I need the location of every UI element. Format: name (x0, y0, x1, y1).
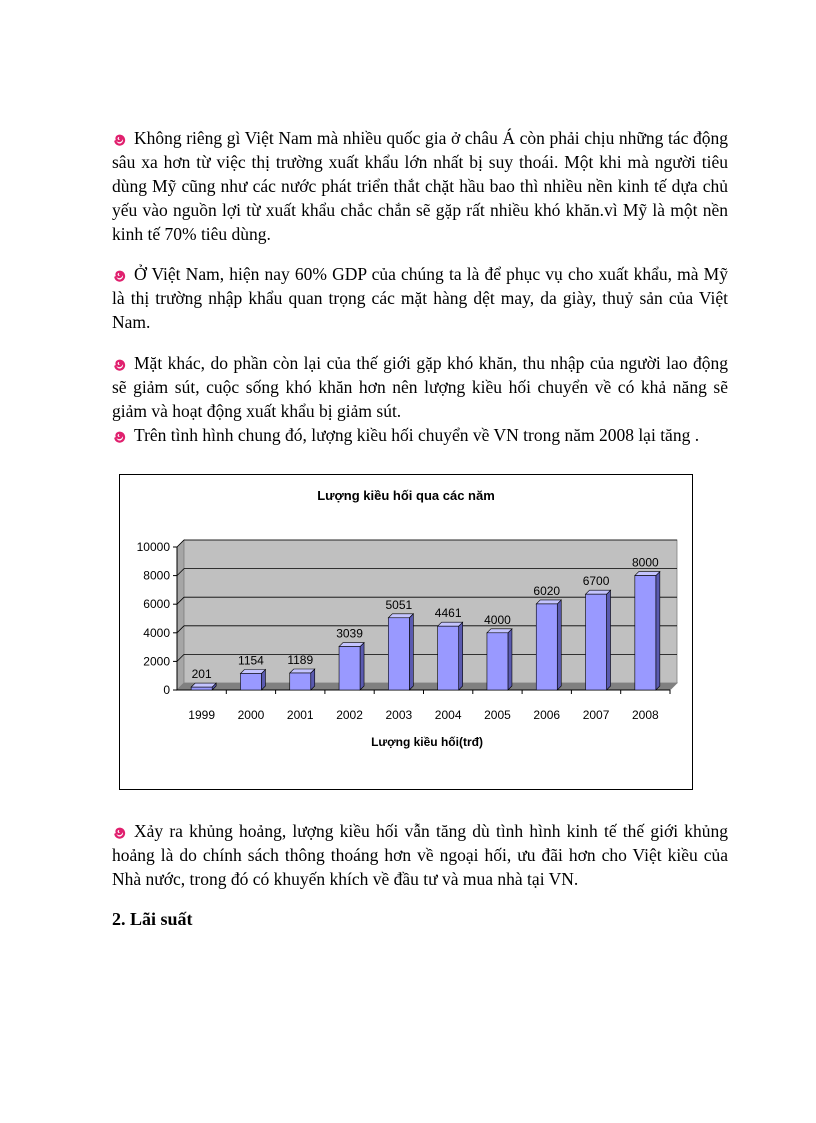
chart-bar (635, 576, 656, 690)
chart-bar (388, 618, 409, 690)
paragraph-5 (112, 819, 728, 891)
chart-bar-top (339, 643, 364, 647)
chart-y-tick-label: 10000 (136, 540, 170, 554)
paragraph-3-text: Mặt khác, do phần còn lại của thế giới gặp khó khăn, thu nhập của người lao động sẽ giảm sút, cuộc sống khó khăn hơn nên lượng kiều hối chuyển về có khả năng sẽ giảm và hoạt động xuất khẩu bị giảm sút. (112, 353, 728, 421)
chart-bar-top (586, 590, 611, 594)
chart-bar-side (409, 614, 413, 690)
spiral-bullet-icon (112, 355, 128, 371)
chart-data-label: 6020 (533, 583, 561, 598)
chart-x-tick-label: 2008 (631, 708, 659, 722)
chart-data-label: 6700 (582, 574, 610, 589)
spiral-bullet-icon (112, 130, 128, 146)
chart-x-tick-label: 2004 (434, 708, 462, 722)
chart-bar-top (290, 669, 315, 673)
chart-x-tick-label: 2003 (385, 708, 413, 722)
chart-data-label: 8000 (631, 555, 659, 570)
chart-y-tick-label: 2000 (143, 654, 170, 669)
chart-x-tick-label: 1999 (188, 708, 216, 722)
chart-x-tick-label: 2005 (484, 708, 511, 722)
chart-bar-top (536, 600, 561, 604)
chart-data-label: 5051 (385, 597, 413, 612)
chart-bar (339, 647, 360, 690)
paragraph-4-text: Trên tình hình chung đó, lượng kiều hối chuyển về VN trong năm 2008 lại tăng . (134, 425, 700, 445)
chart-bar-side (557, 600, 561, 690)
chart-bar-side (508, 629, 512, 690)
chart-y-tick-label: 4000 (143, 625, 170, 640)
chart-x-tick-label: 2007 (582, 708, 610, 722)
chart-x-tick-label: 2001 (286, 708, 314, 722)
chart-x-tick-label: 2000 (237, 708, 265, 722)
chart-bar-top (240, 669, 265, 673)
chart-bar-top (438, 622, 463, 626)
spiral-bullet-icon (112, 427, 128, 443)
paragraph-3 (112, 351, 728, 423)
chart-x-tick-label: 2006 (533, 708, 561, 722)
spiral-bullet-icon (112, 823, 128, 839)
chart-bar (438, 626, 459, 690)
paragraph-4 (112, 423, 728, 447)
chart-bar (536, 604, 557, 690)
chart-bar (586, 594, 607, 690)
chart-bar-side (360, 643, 364, 690)
section-heading: 2. Lãi suất (112, 909, 193, 929)
chart-y-tick-label: 0 (163, 683, 170, 697)
chart-data-label: 1189 (287, 652, 314, 667)
chart-bar-top (191, 683, 216, 687)
chart-svg (120, 475, 692, 789)
remittance-chart (119, 474, 693, 790)
chart-data-label: 201 (191, 667, 212, 682)
paragraph-1-text: Không riêng gì Việt Nam mà nhiều quốc gia ở châu Á còn phải chịu những tác động sâu xa hơn từ việc thị trường xuất khẩu lớn nhất bị suy thoái. Một khi mà người tiêu dùng Mỹ cũng như các nước phát triển thắt chặt hầu bao thì nhiều nền kinh tế dựa chủ yếu vào nguồn lợi từ xuất khẩu chắc chắn sẽ gặp rất nhiều khó khăn.vì Mỹ là một nền kinh tế 70% tiêu dùng. (112, 128, 728, 244)
spiral-bullet-icon (112, 266, 128, 282)
chart-bar-top (388, 614, 413, 618)
chart-x-axis-label: Lượng kiều hối(trđ) (371, 735, 483, 749)
chart-data-label: 4000 (484, 612, 511, 627)
chart-data-label: 1154 (238, 653, 264, 668)
chart-x-tick-label: 2002 (336, 708, 363, 722)
chart-bar-side (459, 622, 463, 690)
paragraph-1 (112, 126, 728, 246)
chart-y-tick-label: 6000 (143, 597, 170, 612)
chart-bar-top (487, 629, 512, 633)
chart-data-label: 4461 (434, 606, 462, 621)
paragraph-5-text: Xảy ra khủng hoảng, lượng kiều hối vẫn tăng dù tình hình kinh tế thế giới khủng hoảng là do chính sách thông thoáng hơn về ngoại hối, ưu đãi hơn cho Việt kiều của Nhà nước, trong đó có khuyến khích về đầu tư và mua nhà tại VN. (112, 821, 728, 889)
paragraph-2 (112, 262, 728, 334)
chart-bar (487, 633, 508, 690)
chart-bar-side (656, 572, 660, 690)
paragraph-2-text: Ở Việt Nam, hiện nay 60% GDP của chúng ta là để phục vụ cho xuất khẩu, mà Mỹ là thị trường nhập khẩu quan trọng các mặt hàng dệt may, da giày, thuỷ sản của Việt Nam. (112, 264, 728, 332)
chart-bar (191, 687, 212, 690)
chart-y-tick-label: 8000 (143, 568, 170, 583)
chart-data-label: 3039 (336, 626, 363, 641)
chart-bar (290, 673, 311, 690)
chart-side-wall (177, 540, 184, 690)
chart-bar-top (635, 572, 660, 576)
chart-title: Lượng kiều hối qua các năm (317, 488, 495, 503)
chart-bar-side (607, 590, 611, 690)
chart-bar (240, 673, 261, 690)
